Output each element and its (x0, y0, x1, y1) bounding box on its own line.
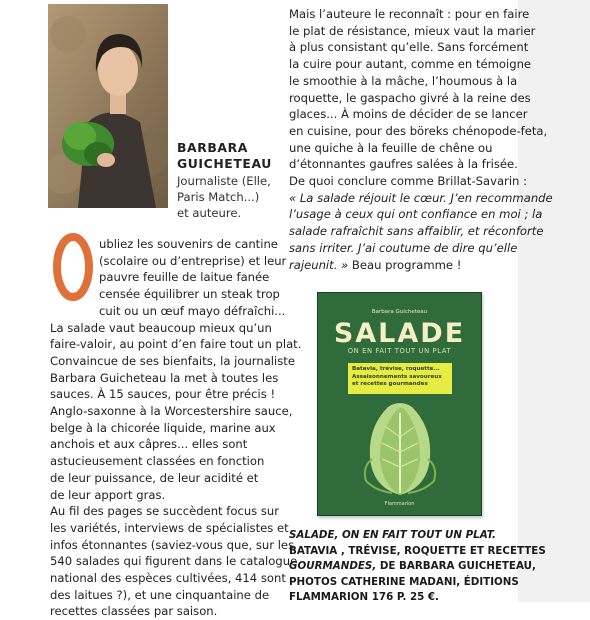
text-line: ubliez les souvenirs de cantine (99, 236, 286, 253)
lettuce-illustration (352, 397, 448, 497)
book-publisher: Flammarion (318, 501, 481, 507)
author-photo-illustration (48, 4, 168, 208)
text-line: de leur apport gras. (50, 487, 301, 504)
text-line: sauces. À 15 sauces, pour être précis ! (50, 386, 301, 403)
caption-line: FLAMMARION 176 P. 25 €. (289, 590, 546, 606)
book-tagline-line: et recettes gourmandes (352, 381, 448, 389)
author-name-line1: BARBARA (177, 140, 287, 156)
book-caption (289, 528, 546, 606)
caption-roman: DE BARBARA GUICHETEAU, (376, 560, 536, 572)
quote-line: salade rafraîchit sans affaiblir, et réconforte (289, 223, 553, 240)
left-column-intro (99, 236, 286, 320)
text-line: astucieusement classées en fonction (50, 453, 301, 470)
author-role (177, 173, 287, 221)
quote-line: l’usage à ceux qui ont confiance en moi ; la (289, 206, 553, 223)
quote-line: « La salade réjouit le cœur. J’en recommande (289, 190, 553, 207)
text-line: Mais l’auteure le reconnaît : pour en faire (289, 6, 553, 23)
text-line: Au fil des pages se succèdent focus sur (50, 503, 301, 520)
caption-line: BATAVIA , TRÉVISE, ROQUETTE ET RECETTES (289, 544, 546, 560)
text-line: cuit ou un œuf mayo défraîchi... (99, 303, 286, 320)
text-line: recettes classées par saison. (50, 603, 301, 620)
caption-line: PHOTOS CATHERINE MADANI, ÉDITIONS (289, 575, 546, 591)
caption-line: SALADE, ON EN FAIT TOUT UN PLAT. (289, 528, 546, 544)
text-line: De quoi conclure comme Brillat-Savarin : (289, 173, 553, 190)
book-author: Barbara Guicheteau (318, 309, 481, 315)
text-line: infos étonnantes (saviez-vous que, sur les (50, 537, 301, 554)
text-line: des laitues ?), et une cinquantaine de (50, 587, 301, 604)
caption-line (289, 559, 546, 575)
text-line: roquette, le gaspacho givré à la reine des (289, 90, 553, 107)
text-line: 540 salades qui figurent dans le catalogue (50, 553, 301, 570)
text-line: La salade vaut beaucoup mieux qu’un (50, 320, 301, 337)
text-line: une quiche à la feuille de chêne ou (289, 140, 553, 157)
book-tagline-line: Batavia, trévise, roquette... (352, 366, 448, 374)
text-line: censée équilibrer un steak trop (99, 286, 286, 303)
text-line: la cuire pour autant, comme en témoigne (289, 56, 553, 73)
text-line: faire-valoir, au point d’en faire tout un plat. (50, 336, 301, 353)
quote-last-line (289, 257, 553, 274)
text-line: le plat de résistance, mieux vaut la marier (289, 23, 553, 40)
author-name-line2: GUICHETEAU (177, 156, 287, 172)
book-tagline-box (348, 363, 452, 394)
drop-cap (52, 232, 94, 302)
text-line: le smoothie à la mâche, l’houmous à la (289, 73, 553, 90)
author-role-line: et auteure. (177, 205, 287, 221)
quote-line: sans irriter. J’ai coutume de dire qu’elle (289, 240, 553, 257)
text-line: Barbara Guicheteau la met à toutes les (50, 370, 301, 387)
text-line: anchois et aux câpres... elles sont (50, 436, 301, 453)
author-photo (48, 4, 168, 208)
book-cover (317, 292, 482, 516)
text-line: glaces... À moins de décider de se lancer (289, 106, 553, 123)
text-line: à plus consistant qu’elle. Sans forcément (289, 39, 553, 56)
book-tagline-line: Assaisonnements savoureux (352, 374, 448, 382)
text-line: d’étonnantes gaufres salées à la frisée. (289, 156, 553, 173)
left-column-body (50, 320, 301, 620)
text-line: les variétés, interviews de spécialistes et (50, 520, 301, 537)
book-subtitle: ON EN FAIT TOUT UN PLAT (318, 347, 481, 355)
text-line: de leur puissance, de leur acidité et (50, 470, 301, 487)
author-role-line: Paris Match...) (177, 189, 287, 205)
author-info (177, 140, 287, 221)
author-role-line: Journaliste (Elle, (177, 173, 287, 189)
right-column-body (289, 6, 553, 273)
text-line: (scolaire ou d’entreprise) et leur (99, 253, 286, 270)
text-line: Anglo-saxonne à la Worcestershire sauce, (50, 403, 301, 420)
text-line: en cuisine, pour des böreks chénopode-feta, (289, 123, 553, 140)
caption-italic: GOURMANDES, (289, 560, 376, 572)
closing-remark: Beau programme ! (348, 258, 461, 272)
quote-end: rajeunit. » (289, 258, 348, 272)
book-title: SALADE (318, 318, 481, 349)
text-line: belge à la chicorée liquide, marine aux (50, 420, 301, 437)
text-line: pauvre feuille de laitue fanée (99, 269, 286, 286)
text-line: Convaincue de ses bienfaits, la journaliste (50, 353, 301, 370)
text-line: national des espèces cultivées, 414 sont (50, 570, 301, 587)
